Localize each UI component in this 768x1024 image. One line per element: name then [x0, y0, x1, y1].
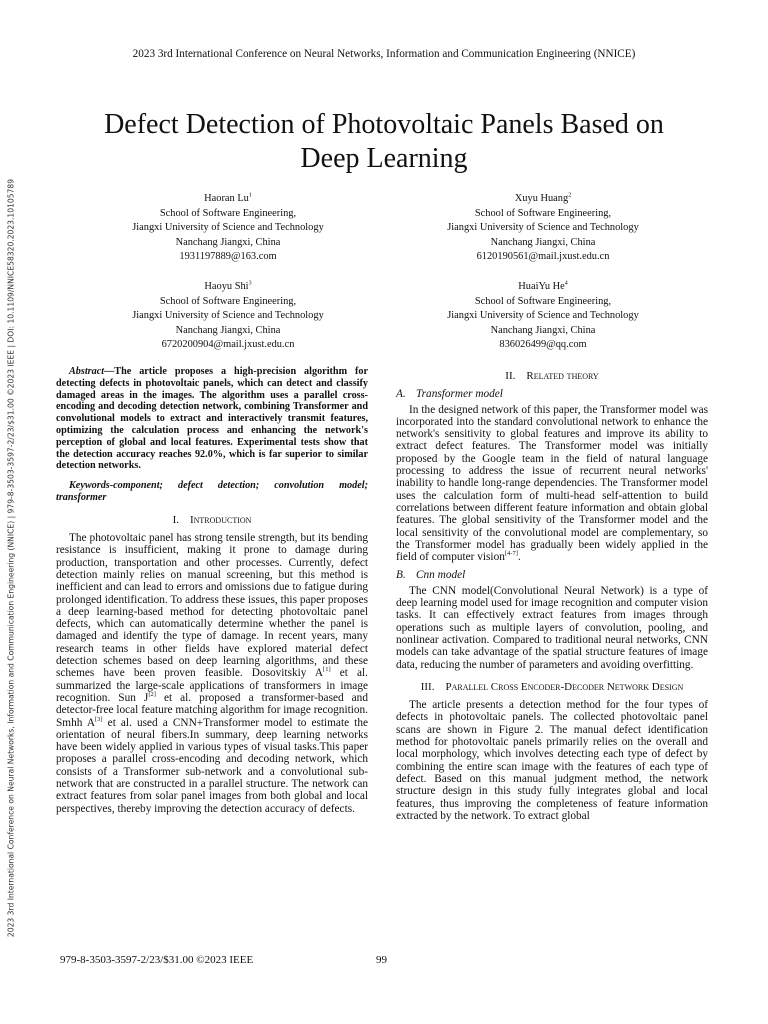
citation: [3] — [95, 715, 103, 723]
transformer-paragraph: In the designed network of this paper, the Transformer model was incorporated into the standard convolutional network to enhance the network's sensitivity to global features and improve its ability to extract defect features. The Transformer model was initially proposed by the Google team in the field of natural language processing to address the issue of recurrent neural networks' inability to handle long-range dependencies. The Transformer model uses the calculation form of multi-head self-attention to build correlations between different feature information and obtain global features. The global sensitivity of the Transformer model and the local sensitivity of the convolutional model are complementary, so the Transformer model has gradually been widely applied in the field of computer vision[4-7]. — [396, 403, 708, 564]
abstract — [56, 366, 368, 472]
title-line-2: Deep Learning — [300, 143, 468, 174]
subsection-heading-transformer — [396, 388, 708, 400]
subsection-label: B. — [396, 569, 406, 582]
author-sup: 4 — [564, 280, 568, 287]
author-email: 6120190561@mail.jxust.edu.cn — [476, 251, 610, 263]
author-email: 6720200904@mail.jxust.edu.cn — [161, 339, 295, 351]
footer-copyright: 979-8-3503-3597-2/23/$31.00 ©2023 IEEE — [60, 954, 254, 966]
author-sup: 1 — [248, 192, 252, 199]
citation: [2] — [148, 691, 156, 699]
citation: [1] — [323, 666, 331, 674]
author-univ: Jiangxi University of Science and Technology — [447, 222, 639, 234]
sidebar-doi-strip — [4, 160, 18, 955]
abstract-text: —The article proposes a high-precision algorithm for detecting defects in photovoltaic panels, which can detect and classify damaged areas in the images. The algorithm uses a parallel cross-encoding and decoding detection network, combining Transformer and convolutional models to extract and interactively transmit features, optimizing the calculation process and enhancing the network's perception of global and local features. Experimental tests show that the detection accuracy reaches 92.0%, which is far superior to similar detection networks. — [56, 366, 368, 472]
cnn-paragraph: The CNN model(Convolutional Neural Network) is a type of deep learning model used for image recognition and computer vision tasks. It can effectively extract features from images through operations such as multiple layers of convolution, pooling, and nonlinear activation. Compared to traditional neural networks, CNN models can take advantage of the spatial structure features of image data, reducing the number of parameters and avoiding overfitting. — [396, 584, 708, 671]
right-column — [396, 370, 708, 822]
subsection-title: Cnn model — [416, 569, 466, 582]
left-column — [56, 366, 368, 815]
author-univ: Jiangxi University of Science and Technology — [447, 310, 639, 322]
author-email: 1931197889@163.com — [179, 251, 277, 263]
author-block-2 — [393, 192, 693, 265]
author-dept: School of Software Engineering, — [159, 295, 297, 307]
page-number: 99 — [376, 954, 387, 966]
author-block-1 — [78, 192, 378, 265]
section-title: Parallel Cross Encoder-Decoder Network Design — [445, 680, 684, 693]
section-number: II. — [505, 370, 516, 382]
author-univ: Jiangxi University of Science and Technology — [132, 310, 324, 322]
abstract-label: Abstract — [69, 366, 105, 377]
title-line-1: Defect Detection of Photovoltaic Panels Based on — [104, 109, 664, 140]
author-city: Nanchang Jiangxi, China — [175, 236, 281, 248]
section-number: I. — [172, 513, 179, 526]
section-heading-network-design — [396, 681, 708, 693]
author-univ: Jiangxi University of Science and Technology — [132, 222, 324, 234]
section-heading-introduction — [56, 514, 368, 526]
keywords: Keywords-component; defect detection; convolution model; transformer — [56, 480, 368, 503]
author-name: Haoyu Shi — [204, 281, 249, 292]
conference-header: 2023 3rd International Conference on Neural Networks, Information and Communication Engineering (NNICE) — [132, 48, 636, 60]
author-block-4 — [393, 280, 693, 353]
section-title: Related theory — [526, 370, 599, 382]
author-sup: 2 — [568, 192, 572, 199]
author-block-3 — [78, 280, 378, 353]
author-dept: School of Software Engineering, — [474, 207, 612, 219]
introduction-paragraph: The photovoltaic panel has strong tensile strength, but its bending resistance is insufficient, making it prone to damage during production, transportation and other processes. Currently, defect detection mainly relies on manual screening, but this method is inefficient and can lead to errors and omissions due to fatigue during prolonged identification. To address these issues, this paper proposes a deep learning-based method for detecting photovoltaic panel defects, which can automatically determine whether the panel is damaged and identify the type of damage. In recent years, many research teams in other fields have explored material defect detection schemes based on deep learning algorithms, and these schemes have been proven feasible. Dosovitskiy A[1] et al. summarized the large-scale applications of transformers in image recognition. Sun J[2] et al. proposed a transformer-based and detector-free local feature matching algorithm for image recognition. Smhh A[3] et al. used a CNN+Transformer model to estimate the orientation of neural fibers.In summary, deep learning networks have been widely applied in various types of visual tasks.This paper proposes a parallel cross-encoding and decoding network, which consists of a Transformer sub-network and a convolutional sub-network that are constructed in a parallel structure. The network can extract features from solar panel images from both global and local perspectives, thereby improving the detection accuracy of defects. — [56, 532, 368, 815]
citation: [4-7] — [504, 550, 518, 558]
author-name: Haoran Lu — [204, 193, 249, 204]
network-design-paragraph: The article presents a detection method for the four types of defects in photovoltaic panels. The collected photovoltaic panel scans are shown in Figure 2. The manual defect identification method for photovoltaic panels primarily relies on the overall and local morphology, which involves detecting each type of defect by combining the entire scan image with the features of each type of defect. Based on this manual judgment method, the network structure design in this study fully integrates global and local features, thus improving the completeness of feature information extracted by the network. To extract global — [396, 699, 708, 822]
sidebar-doi-text: 2023 3rd International Conference on Neural Networks, Information and Communication Engineering (NNICE) | 979-8-3503-3597-2/23/$31.00 ©2023 IEEE | DOI: 10.1109/NNICE58320.2023.10105789 — [6, 178, 16, 937]
subsection-title: Transformer model — [416, 388, 503, 401]
author-city: Nanchang Jiangxi, China — [490, 324, 596, 336]
author-sup: 3 — [248, 280, 252, 287]
author-email: 836026499@qq.com — [499, 339, 587, 351]
subsection-heading-cnn — [396, 569, 708, 581]
section-number: III. — [420, 680, 435, 693]
section-heading-related-theory — [396, 370, 708, 382]
author-dept: School of Software Engineering, — [159, 207, 297, 219]
author-name: Xuyu Huang — [514, 193, 569, 204]
author-city: Nanchang Jiangxi, China — [175, 324, 281, 336]
author-city: Nanchang Jiangxi, China — [490, 236, 596, 248]
author-name: HuaiYu He — [518, 281, 565, 292]
subsection-label: A. — [396, 388, 406, 401]
section-title: Introduction — [189, 513, 252, 526]
paper-title — [60, 108, 708, 176]
author-dept: School of Software Engineering, — [474, 295, 612, 307]
